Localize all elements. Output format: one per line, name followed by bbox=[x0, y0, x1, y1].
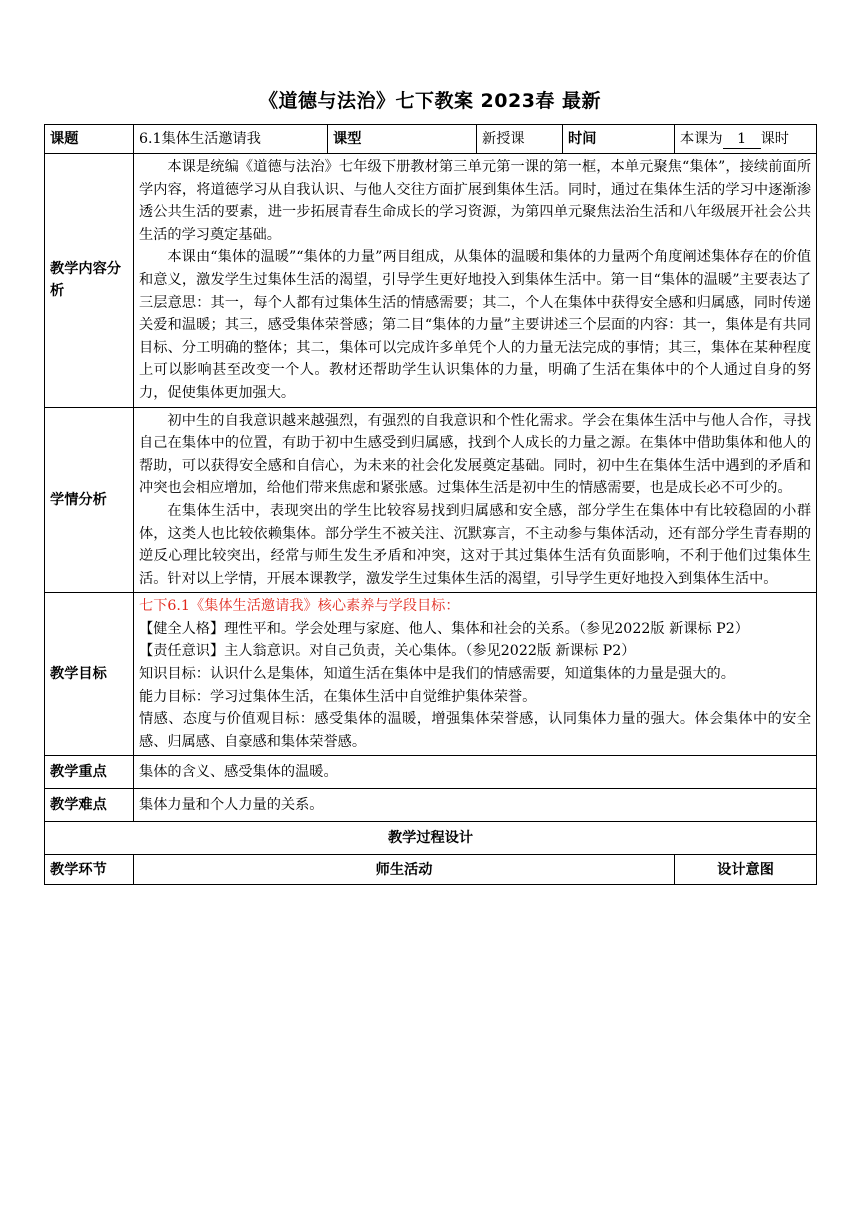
objective-line: 知识目标：认识什么是集体，知道生活在集体中是我们的情感需要，知道集体的力量是强大的。 bbox=[139, 666, 735, 683]
student-analysis-row bbox=[45, 407, 817, 593]
student-paragraph: 在集体生活中，表现突出的学生比较容易找到归属感和安全感，部分学生在集体中有比较稳固的小群体，这类人也比较依赖集体。部分学生不被关注、沉默寡言，不主动参与集体活动，还有部分学生青春期的逆反心理比较突出，经常与师生发生矛盾和冲突，这对于其过集体生活有负面影响，不利于他们过集体生活。针对以上学情，开展本课教学，激发学生过集体生活的渴望，引导学生更好地投入到集体生活中。 bbox=[139, 502, 812, 587]
difficulty-row bbox=[45, 789, 817, 822]
topic-value: 6.1集体生活邀请我 bbox=[134, 125, 328, 154]
process-section-title: 教学过程设计 bbox=[45, 822, 817, 855]
objective-line: 【健全人格】理性平和。学会处理与家庭、他人、集体和社会的关系。（参见2022版 新课标 P2） bbox=[139, 620, 749, 637]
content-analysis-row bbox=[45, 154, 817, 408]
objectives-label: 教学目标 bbox=[45, 593, 134, 756]
content-analysis-body bbox=[134, 154, 817, 408]
header-row bbox=[45, 125, 817, 154]
column-intent: 设计意图 bbox=[675, 855, 817, 885]
time-suffix: 课时 bbox=[760, 130, 789, 147]
type-label: 课型 bbox=[328, 125, 477, 154]
student-analysis-body bbox=[134, 407, 817, 593]
student-analysis-label: 学情分析 bbox=[45, 407, 134, 593]
type-value: 新授课 bbox=[477, 125, 563, 154]
difficulty-value: 集体力量和个人力量的关系。 bbox=[134, 789, 817, 822]
content-paragraph: 本课由“集体的温暖”“集体的力量”两目组成，从集体的温暖和集体的力量两个角度阐述集体存在的价值和意义，激发学生过集体生活的渴望，引导学生更好地投入到集体生活中。第一目“集体的温暖”主要表达了三层意思：其一，每个人都有过集体生活的情感需要；其二，个人在集体中获得安全感和归属感，同时传递关爱和温暖；其三，感受集体荣誉感；第二目“集体的力量”主要讲述三个层面的内容：其一，集体是有共同目标、分工明确的整体；其二，集体可以完成许多单凭个人的力量无法完成的事情；其三，集体在某种程度上可以影响甚至改变一个人。教材还帮助学生认识集体的力量，明确了生活在集体中的个人通过自身的努力，促使集体更加强大。 bbox=[139, 249, 812, 401]
content-analysis-label: 教学内容分析 bbox=[45, 154, 134, 408]
time-label: 时间 bbox=[563, 125, 675, 154]
key-point-value: 集体的含义、感受集体的温暖。 bbox=[134, 756, 817, 789]
time-prefix: 本课为 bbox=[680, 130, 723, 147]
objective-line: 能力目标：学习过集体生活，在集体生活中自觉维护集体荣誉。 bbox=[139, 688, 537, 705]
time-value bbox=[675, 125, 817, 154]
difficulty-label: 教学难点 bbox=[45, 789, 134, 822]
content-paragraph: 本课是统编《道德与法治》七年级下册教材第三单元第一课的第一框，本单元聚焦“集体”，接续前面所学内容，将道德学习从自我认识、与他人交往方面扩展到集体生活。同时，通过在集体生活的学习中逐渐渗透公共生活的要素，进一步拓展青春生命成长的学习资源，为第四单元聚焦法治生活和八年级展开社会公共生活的学习奠定基础。 bbox=[139, 159, 812, 243]
time-count: 1 bbox=[723, 131, 761, 149]
objectives-body bbox=[134, 593, 817, 756]
process-title-row bbox=[45, 822, 817, 855]
column-activity: 师生活动 bbox=[134, 855, 675, 885]
objectives-row bbox=[45, 593, 817, 756]
process-header-row bbox=[45, 855, 817, 885]
document-title: 《道德与法治》七下教案 2023春 最新 bbox=[258, 90, 602, 112]
objective-line: 【责任意识】主人翁意识。对自己负责，关心集体。（参见2022版 新课标 P2） bbox=[139, 643, 636, 660]
column-stage: 教学环节 bbox=[45, 855, 134, 885]
topic-label: 课题 bbox=[45, 125, 134, 154]
objective-line: 情感、态度与价值观目标：感受集体的温暖，增强集体荣誉感，认同集体力量的强大。体会集体中的安全感、归属感、自豪感和集体荣誉感。 bbox=[139, 711, 812, 750]
student-paragraph: 初中生的自我意识越来越强烈，有强烈的自我意识和个性化需求。学会在集体生活中与他人合作，寻找自己在集体中的位置，有助于初中生感受到归属感，找到个人成长的力量之源。在集体中借助集体和他人的帮助，可以获得安全感和自信心，为未来的社会化发展奠定基础。同时，初中生在集体生活中遇到的矛盾和冲突也会相应增加，给他们带来焦虑和紧张感。过集体生活是初中生的情感需要，也是成长必不可少的。 bbox=[139, 412, 812, 497]
core-literacy-title: 七下6.1《集体生活邀请我》核心素养与学段目标： bbox=[139, 598, 460, 615]
lesson-plan-table bbox=[44, 124, 817, 885]
key-point-row bbox=[45, 756, 817, 789]
key-point-label: 教学重点 bbox=[45, 756, 134, 789]
